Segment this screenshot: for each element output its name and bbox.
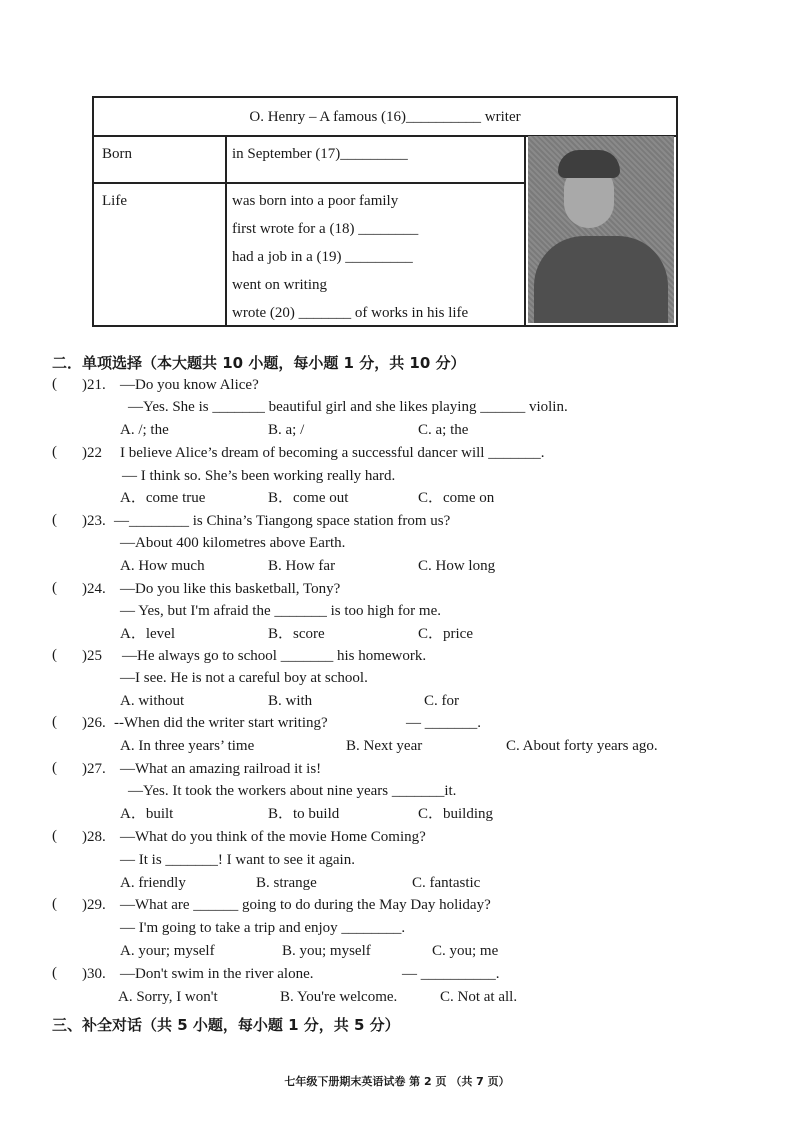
portrait-body bbox=[534, 236, 668, 323]
option-a[interactable]: A．come true bbox=[120, 490, 206, 506]
option-c[interactable]: C. fantastic bbox=[412, 875, 481, 891]
row-label-born: Born bbox=[102, 146, 132, 162]
answer-paren[interactable]: ( bbox=[52, 965, 57, 981]
question-prompt: —________ is China’s Tiangong space station from us? bbox=[114, 513, 451, 529]
option-b[interactable]: B. strange bbox=[256, 875, 317, 891]
answer-paren[interactable]: ( bbox=[52, 376, 57, 392]
option-b[interactable]: B. with bbox=[268, 693, 313, 709]
question-number: )29. bbox=[82, 897, 106, 913]
option-c[interactable]: C．building bbox=[418, 806, 494, 822]
life-line: was born into a poor family bbox=[232, 193, 399, 209]
question-reply: — I think so. She’s been working really hard. bbox=[122, 468, 396, 484]
option-a[interactable]: A．built bbox=[120, 806, 174, 822]
question-reply: — I'm going to take a trip and enjoy ________. bbox=[120, 920, 406, 936]
question-prompt: —What do you think of the movie Home Coming? bbox=[120, 829, 426, 845]
option-a[interactable]: A. In three years’ time bbox=[120, 738, 255, 754]
life-line: first wrote for a (18) ________ bbox=[232, 221, 419, 237]
table-divider bbox=[225, 135, 227, 325]
question-number: )24. bbox=[82, 581, 106, 597]
option-b[interactable]: B. How far bbox=[268, 558, 336, 574]
question-number: )22 bbox=[82, 445, 102, 461]
answer-paren[interactable]: ( bbox=[52, 444, 57, 460]
option-c[interactable]: C. How long bbox=[418, 558, 496, 574]
option-b[interactable]: B．come out bbox=[268, 490, 349, 506]
life-line: had a job in a (19) _________ bbox=[232, 249, 413, 265]
question-number: )28. bbox=[82, 829, 106, 845]
option-a[interactable]: A. How much bbox=[120, 558, 205, 574]
page-footer: 七年级下册期末英语试卷 第 2 页 （共 7 页） bbox=[284, 1075, 510, 1088]
answer-paren[interactable]: ( bbox=[52, 647, 57, 663]
option-b[interactable]: B. a; / bbox=[268, 422, 305, 438]
question-number: )21. bbox=[82, 377, 106, 393]
answer-paren[interactable]: ( bbox=[52, 512, 57, 528]
option-c[interactable]: C. About forty years ago. bbox=[506, 738, 658, 754]
option-c[interactable]: C．price bbox=[418, 626, 473, 642]
option-b[interactable]: B. you; myself bbox=[282, 943, 371, 959]
option-a[interactable]: A. friendly bbox=[120, 875, 186, 891]
answer-paren[interactable]: ( bbox=[52, 896, 57, 912]
question-reply: — _______. bbox=[406, 715, 481, 731]
option-c[interactable]: C. Not at all. bbox=[440, 989, 518, 1005]
option-b[interactable]: B．score bbox=[268, 626, 325, 642]
answer-paren[interactable]: ( bbox=[52, 714, 57, 730]
life-line: wrote (20) _______ of works in his life bbox=[232, 305, 469, 321]
portrait-photo bbox=[528, 136, 674, 323]
life-line: went on writing bbox=[232, 277, 327, 293]
option-a[interactable]: A. /; the bbox=[120, 422, 169, 438]
question-number: )25 bbox=[82, 648, 102, 664]
option-b[interactable]: B. You're welcome. bbox=[280, 989, 398, 1005]
question-reply: —Yes. It took the workers about nine years _______it. bbox=[128, 783, 457, 799]
option-a[interactable]: A. without bbox=[120, 693, 185, 709]
question-prompt: —Do you like this basketball, Tony? bbox=[120, 581, 341, 597]
option-a[interactable]: A. Sorry, I won't bbox=[118, 989, 218, 1005]
question-reply: — It is _______! I want to see it again. bbox=[120, 852, 355, 868]
question-prompt: --When did the writer start writing? bbox=[114, 715, 328, 731]
section-2-heading: 二．单项选择（本大题共 10 小题，每小题 1 分，共 10 分） bbox=[52, 354, 466, 372]
section-3-heading: 三、补全对话（共 5 小题，每小题 1 分，共 5 分） bbox=[52, 1016, 400, 1034]
question-prompt: —What are ______ going to do during the May Day holiday? bbox=[120, 897, 491, 913]
question-prompt: —What an amazing railroad it is! bbox=[120, 761, 322, 777]
option-c[interactable]: C．come on bbox=[418, 490, 495, 506]
question-prompt: —Don't swim in the river alone. bbox=[120, 966, 314, 982]
option-c[interactable]: C. you; me bbox=[432, 943, 499, 959]
question-prompt: —He always go to school _______ his homework. bbox=[122, 648, 427, 664]
option-a[interactable]: A．level bbox=[120, 626, 175, 642]
question-reply: — __________. bbox=[402, 966, 500, 982]
question-reply: —I see. He is not a careful boy at school. bbox=[120, 670, 368, 686]
question-number: )27. bbox=[82, 761, 106, 777]
born-value: in September (17)_________ bbox=[232, 146, 408, 162]
question-number: )26. bbox=[82, 715, 106, 731]
table-divider bbox=[94, 182, 524, 184]
question-prompt: —Do you know Alice? bbox=[120, 377, 259, 393]
option-b[interactable]: B. Next year bbox=[346, 738, 423, 754]
option-a[interactable]: A. your; myself bbox=[120, 943, 215, 959]
question-prompt: I believe Alice’s dream of becoming a successful dancer will _______. bbox=[120, 445, 545, 461]
answer-paren[interactable]: ( bbox=[52, 760, 57, 776]
table-title: O. Henry – A famous (16)__________ writer bbox=[249, 109, 521, 125]
question-number: )23. bbox=[82, 513, 106, 529]
row-label-life: Life bbox=[102, 193, 127, 209]
portrait-hair bbox=[558, 150, 620, 178]
question-number: )30. bbox=[82, 966, 106, 982]
table-divider bbox=[524, 135, 526, 325]
option-c[interactable]: C. a; the bbox=[418, 422, 469, 438]
question-reply: — Yes, but I'm afraid the _______ is too high for me. bbox=[120, 603, 442, 619]
answer-paren[interactable]: ( bbox=[52, 828, 57, 844]
question-reply: —About 400 kilometres above Earth. bbox=[120, 535, 346, 551]
option-b[interactable]: B．to build bbox=[268, 806, 340, 822]
option-c[interactable]: C. for bbox=[424, 693, 459, 709]
info-table bbox=[92, 96, 678, 327]
question-reply: —Yes. She is _______ beautiful girl and she likes playing ______ violin. bbox=[128, 399, 568, 415]
answer-paren[interactable]: ( bbox=[52, 580, 57, 596]
